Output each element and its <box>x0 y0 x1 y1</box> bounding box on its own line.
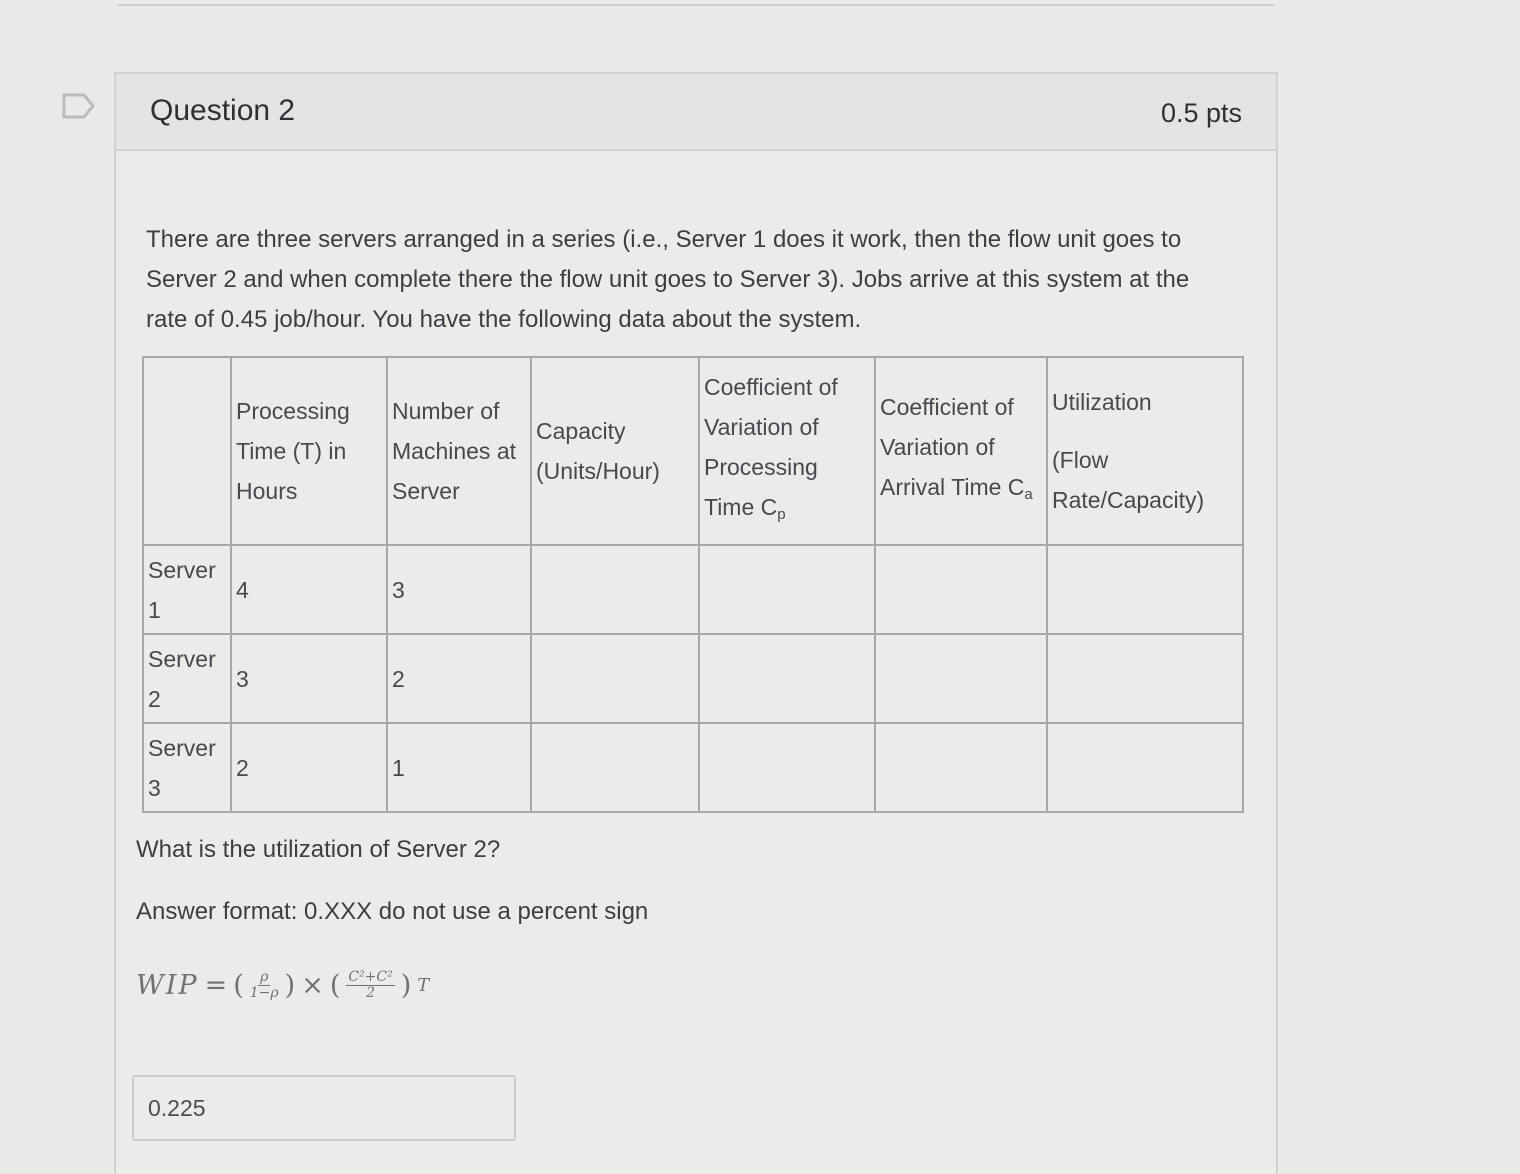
cell-capacity <box>531 545 699 634</box>
cell-time: 2 <box>231 723 387 812</box>
formula-lhs: WIP <box>136 969 199 1001</box>
question-header <box>116 74 1276 151</box>
cell-cv-processing <box>699 723 875 812</box>
formula-fraction-cv <box>346 970 394 1001</box>
cell-server: Server 2 <box>143 634 231 723</box>
header-cv-arrival-sub: a <box>1024 486 1033 503</box>
cell-cv-processing <box>699 634 875 723</box>
formula-frac2-num: C²+C² <box>348 968 393 985</box>
wip-formula <box>136 955 431 1015</box>
cell-utilization <box>1047 634 1243 723</box>
cell-machines: 2 <box>387 634 531 723</box>
top-divider <box>118 0 1274 6</box>
formula-open-1: ( <box>233 969 244 1001</box>
cell-utilization <box>1047 723 1243 812</box>
answer-format-hint: Answer format: 0.XXX do not use a percent sign <box>136 898 649 925</box>
answer-input[interactable] <box>132 1075 516 1141</box>
cell-time: 3 <box>231 634 387 723</box>
table-row <box>143 634 1243 723</box>
table-row <box>143 545 1243 634</box>
header-cv-arrival-label: Coefficient of Variation of Arrival Time C <box>880 394 1025 500</box>
header-utilization-line2: (Flow Rate/Capacity) <box>1052 447 1205 513</box>
formula-frac1-den: 1−ρ <box>249 984 279 1001</box>
cell-time: 4 <box>231 545 387 634</box>
header-cv-processing <box>699 357 875 545</box>
cell-cv-arrival <box>875 634 1047 723</box>
header-capacity: Capacity (Units/Hour) <box>531 357 699 545</box>
formula-suffix: T <box>417 974 432 996</box>
table-header-row <box>143 357 1243 545</box>
server-data-table <box>142 356 1244 813</box>
table-row <box>143 723 1243 812</box>
header-cv-arrival <box>875 357 1047 545</box>
header-corner <box>143 357 231 545</box>
flag-question-icon[interactable] <box>62 93 96 119</box>
cell-machines: 1 <box>387 723 531 812</box>
cell-cv-arrival <box>875 723 1047 812</box>
question-text: There are three servers arranged in a series (i.e., Server 1 does it work, then the flow unit goes to Server 2 and when complete there the flow unit goes to Server 3). Jobs arrive at this system at the rate of 0.45 job/hour. You have the following data about the system. <box>146 226 1190 333</box>
question-points: 0.5 pts <box>1160 98 1242 128</box>
header-processing-time: Processing Time (T) in Hours <box>231 357 387 545</box>
header-cv-processing-sub: p <box>777 506 786 523</box>
cell-utilization <box>1047 545 1243 634</box>
formula-times: × <box>301 969 324 1001</box>
formula-open-2: ( <box>329 969 341 1001</box>
header-utilization <box>1047 357 1243 545</box>
cell-server: Server 1 <box>143 545 231 634</box>
cell-capacity <box>531 723 699 812</box>
question-title: Question 2 <box>150 94 296 127</box>
formula-frac2-den: 2 <box>366 984 376 1001</box>
formula-frac1-num: ρ <box>260 968 269 985</box>
cell-cv-arrival <box>875 545 1047 634</box>
header-cv-processing-label: Coefficient of Variation of Processing Time C <box>704 374 838 520</box>
formula-close-1: ) <box>284 969 296 1001</box>
question-prompt: What is the utilization of Server 2? <box>136 836 501 863</box>
formula-close-2: ) <box>400 969 412 1001</box>
cell-capacity <box>531 634 699 723</box>
formula-fraction-rho <box>250 970 279 1001</box>
formula-equals: = <box>204 969 228 1001</box>
header-utilization-line1: Utilization <box>1052 389 1152 415</box>
cell-machines: 3 <box>387 545 531 634</box>
header-machines: Number of Machines at Server <box>387 357 531 545</box>
cell-server: Server 3 <box>143 723 231 812</box>
cell-cv-processing <box>699 545 875 634</box>
